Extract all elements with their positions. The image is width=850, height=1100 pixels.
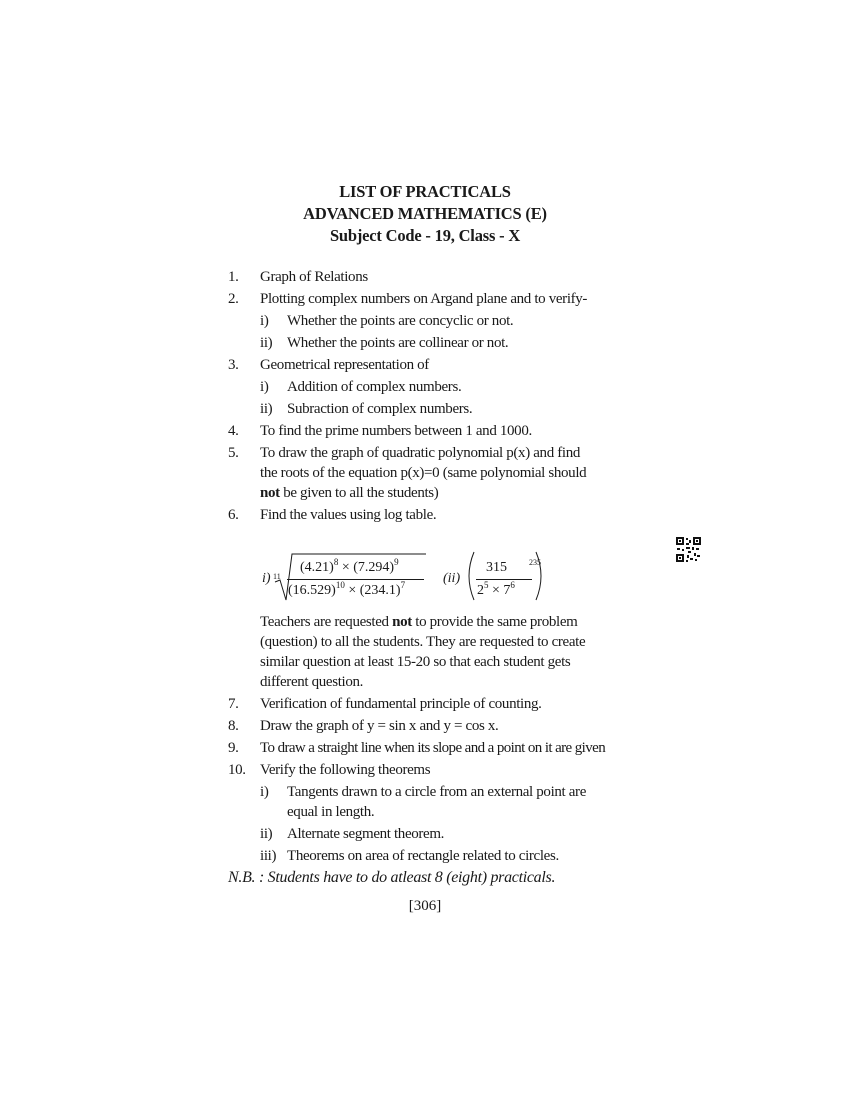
item-number: 8. [228, 718, 239, 734]
item-text: Draw the graph of y = sin x and y = cos x. [260, 718, 499, 734]
sub-item-text: Subraction of complex numbers. [287, 401, 473, 417]
sub-item-text: Addition of complex numbers. [287, 379, 462, 395]
emphasis-not: not [260, 485, 280, 501]
note-line: (question) to all the students. They are requested to create [260, 634, 586, 650]
sub-item-number: ii) [260, 335, 273, 351]
item-text: Find the values using log table. [260, 507, 437, 523]
numerator-2: 315 [486, 560, 507, 575]
sub-item-number: ii) [260, 401, 273, 417]
item-text: Geometrical representation of [260, 357, 429, 373]
denominator-1: $(16.529)^{10} \times (234.1)^7$ [288, 580, 406, 598]
item-number: 7. [228, 696, 239, 712]
sub-item-text-cont: equal in length. [287, 804, 375, 820]
sub-item-number: i) [260, 784, 269, 800]
root-index: 11 [273, 572, 281, 581]
item-number: 5. [228, 445, 239, 461]
note-line: similar question at least 15-20 so that each student gets [260, 654, 571, 670]
list-title: LIST OF PRACTICALS [339, 182, 511, 201]
sub-item-number: i) [260, 379, 269, 395]
expression-label-i: i) [262, 571, 271, 586]
sub-item-text: Theorems on area of rectangle related to circles. [287, 848, 559, 864]
item-number: 4. [228, 423, 239, 439]
item-number: 1. [228, 269, 239, 285]
item-number: 9. [228, 740, 239, 756]
sub-item-text: Tangents drawn to a circle from an external point are [287, 784, 587, 800]
sub-item-number: ii) [260, 826, 273, 842]
subject-code: Subject Code - 19, Class - X [329, 226, 521, 245]
sub-item-text: Alternate segment theorem. [287, 826, 445, 842]
heading-block [0, 181, 850, 247]
item-text-rest: be given to all the students) [279, 485, 439, 501]
page-number: [306] [408, 898, 442, 914]
note-line: Teachers are requested not to provide the same problem [260, 614, 578, 630]
sub-item-text: Whether the points are concyclic or not. [287, 313, 514, 329]
note-line: different question. [260, 674, 364, 690]
item-text: Plotting complex numbers on Argand plane and to verify- [260, 291, 588, 307]
item-number: 2. [228, 291, 239, 307]
subject-title: ADVANCED MATHEMATICS (E) [303, 204, 547, 223]
item-text: To draw a straight line when its slope and a point on it are given [260, 740, 606, 756]
item-text: Verify the following theorems [260, 762, 431, 778]
numerator-1: $(4.21)^8 \times (7.294)^9$ [300, 557, 399, 575]
item-text: Graph of Relations [260, 269, 368, 285]
expression-label-ii: (ii) [443, 571, 461, 586]
sub-item-number: iii) [260, 848, 277, 864]
item-number: 3. [228, 357, 239, 373]
item-text: To find the prime numbers between 1 and 1000. [260, 423, 532, 439]
sub-item-number: i) [260, 313, 269, 329]
item-number: 10. [228, 762, 246, 778]
emphasis-not: not [392, 614, 412, 630]
denominator-2: $2^5 \times 7^6$ [477, 580, 515, 598]
outer-exponent: 235 [529, 558, 541, 567]
item-text-line: the roots of the equation p(x)=0 (same polynomial should [260, 465, 587, 481]
qr-code-icon [676, 537, 701, 562]
item-text-line [260, 483, 438, 503]
item-number: 6. [228, 507, 239, 523]
sub-item-text: Whether the points are collinear or not. [287, 335, 509, 351]
footer-note: N.B. : Students have to do atleast 8 (eight) practicals. [228, 869, 556, 886]
item-text: Verification of fundamental principle of counting. [260, 696, 542, 712]
item-text-line: To draw the graph of quadratic polynomial p(x) and find [260, 445, 581, 461]
